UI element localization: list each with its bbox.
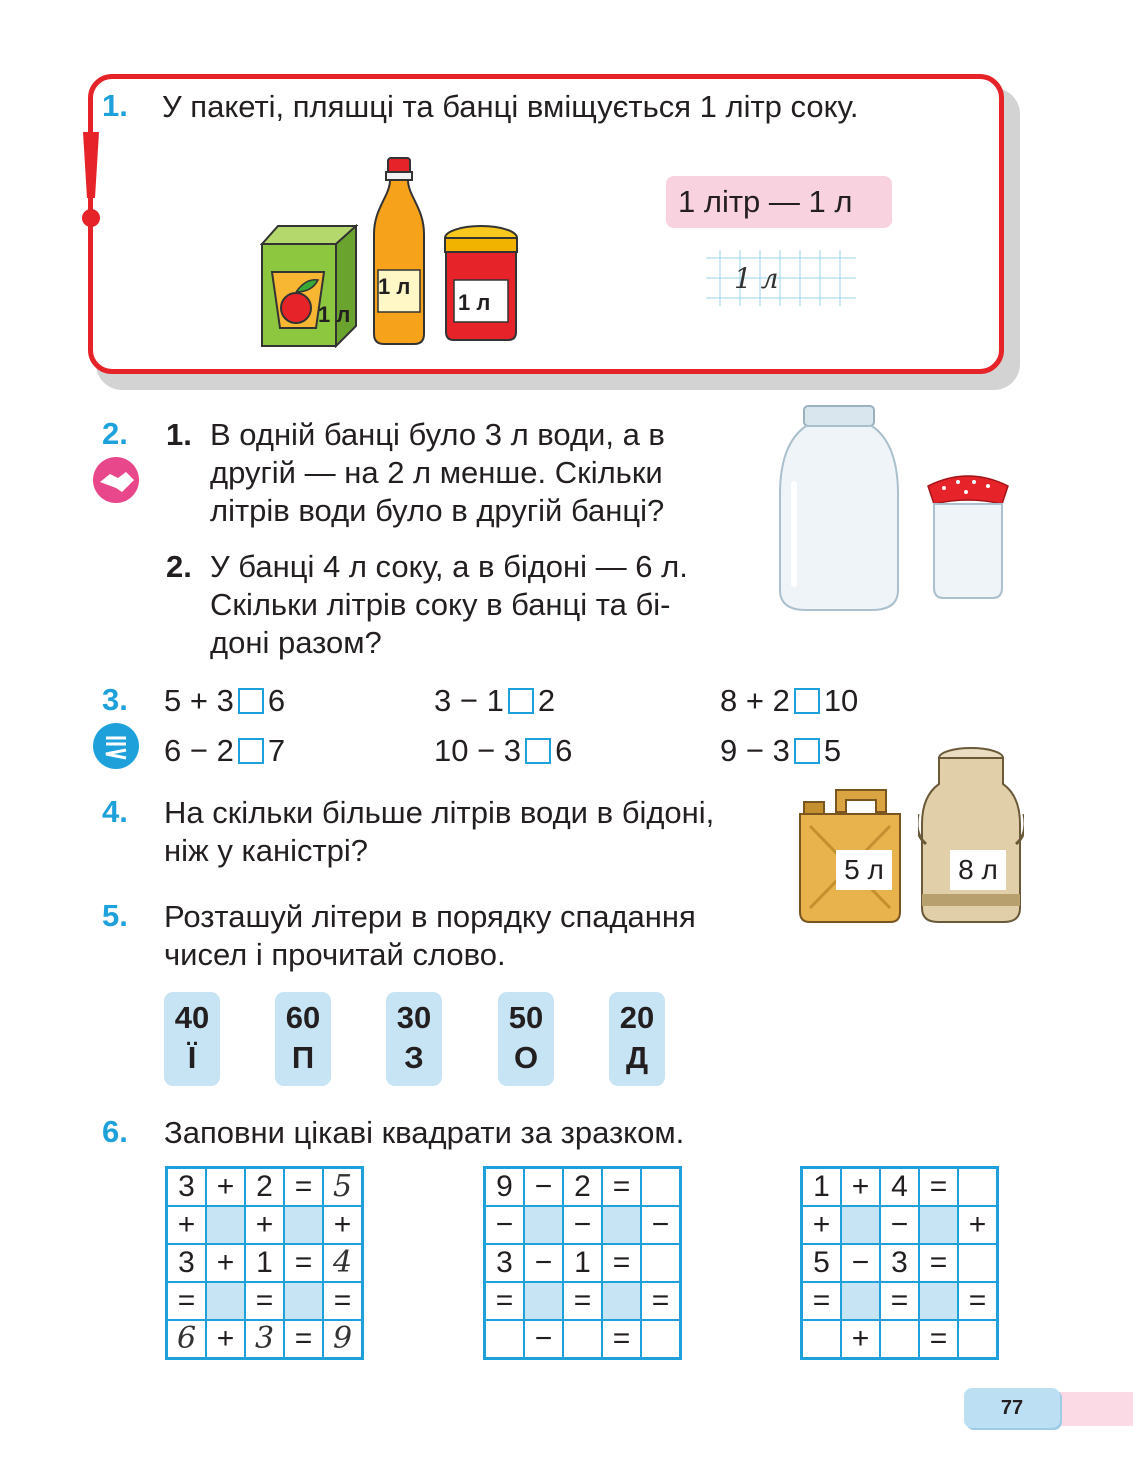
grid-row xyxy=(485,1320,681,1359)
grid-cell: + xyxy=(206,1320,245,1359)
grid-cell: 1 xyxy=(802,1168,842,1207)
grid-cell: = xyxy=(958,1282,998,1320)
letter-card: 30 З xyxy=(386,992,442,1086)
grid-row xyxy=(167,1206,363,1244)
grid-cell: = xyxy=(602,1320,641,1359)
canister-label: 5 л xyxy=(836,850,892,890)
grid-cell: − xyxy=(641,1206,681,1244)
grid-cell: = xyxy=(167,1282,207,1320)
grid-cell: − xyxy=(524,1244,563,1282)
grid-cell[interactable] xyxy=(958,1320,998,1359)
grid-cell: − xyxy=(485,1206,525,1244)
grid-cell: = xyxy=(602,1168,641,1207)
comparison-r1c3: 8 + 2 10 xyxy=(720,683,859,718)
answer-box[interactable] xyxy=(508,688,534,714)
grid-cell: + xyxy=(167,1206,207,1244)
letter-card: 50 О xyxy=(498,992,554,1086)
grid-row xyxy=(485,1206,681,1244)
task4-line2: ніж у каністрі? xyxy=(164,833,369,868)
grid-row xyxy=(485,1244,681,1282)
grid-cell: + xyxy=(841,1320,880,1359)
juice-bottle-image xyxy=(368,156,430,346)
grid-cell: 9 xyxy=(323,1320,363,1359)
grid-cell xyxy=(602,1282,641,1320)
letter-card: 20 Д xyxy=(609,992,665,1086)
comparison-r1c1: 5 + 3 6 xyxy=(164,683,286,718)
answer-box[interactable] xyxy=(525,738,551,764)
grid-cell: 3 xyxy=(167,1168,207,1207)
answer-box[interactable] xyxy=(238,738,264,764)
grid-cell: = xyxy=(563,1282,602,1320)
comparison-r2c3: 9 − 3 5 xyxy=(720,733,842,768)
task2-sub2-line3: доні разом? xyxy=(210,625,382,660)
grid-cell[interactable] xyxy=(641,1320,681,1359)
task5-line2: чисел і прочитай слово. xyxy=(164,937,506,972)
grid-cell xyxy=(284,1282,323,1320)
grid-cell: + xyxy=(206,1168,245,1207)
grid-cell: = xyxy=(602,1244,641,1282)
compare-icon xyxy=(92,722,140,770)
grid-cell xyxy=(206,1206,245,1244)
litre-rule: 1 літр — 1 л xyxy=(678,184,853,219)
grid-cell: + xyxy=(245,1206,284,1244)
grid-cell: − xyxy=(880,1206,919,1244)
grid-cell: = xyxy=(485,1282,525,1320)
grid-row xyxy=(167,1244,363,1282)
comparison-r2c2: 10 − 3 6 xyxy=(434,733,573,768)
grid-cell xyxy=(919,1282,958,1320)
grid-cell: = xyxy=(245,1282,284,1320)
grid-cell: 2 xyxy=(245,1168,284,1207)
task2-sub1-number: 1. xyxy=(166,417,192,452)
page-number: 77 xyxy=(964,1388,1060,1428)
pack-label: 1 л xyxy=(318,302,351,327)
grid-cell: = xyxy=(284,1244,323,1282)
grid-row xyxy=(167,1320,363,1359)
grid-row xyxy=(167,1168,363,1207)
handshake-icon xyxy=(92,456,140,504)
grid-cell: 3 xyxy=(485,1244,525,1282)
grid-cell: + xyxy=(802,1206,842,1244)
task2-sub1-line3: літрів води було в другій банці? xyxy=(210,493,665,528)
task2-sub1-line2: другій — на 2 л менше. Скільки xyxy=(210,455,663,490)
grid-cell[interactable] xyxy=(563,1320,602,1359)
grid-cell: − xyxy=(524,1168,563,1207)
comparison-r2c1: 6 − 2 7 xyxy=(164,733,286,768)
handwriting-litre: 1 л xyxy=(734,262,779,295)
letter-card: 60 П xyxy=(275,992,331,1086)
jar-label: 1 л xyxy=(458,290,491,315)
grid-cell: 1 xyxy=(563,1244,602,1282)
grid-cell: − xyxy=(841,1244,880,1282)
task3-number: 3. xyxy=(102,682,128,717)
grid-cell: + xyxy=(323,1206,363,1244)
grid-cell xyxy=(284,1206,323,1244)
task1-text: У пакеті, пляшці та банці вміщується 1 літр соку. xyxy=(162,89,859,124)
task2-sub2-line2: Скільки літрів соку в банці та бі- xyxy=(210,587,671,622)
grid-cell[interactable] xyxy=(880,1320,919,1359)
grid-row xyxy=(485,1282,681,1320)
task2-number: 2. xyxy=(102,416,128,451)
grid-cell[interactable] xyxy=(641,1168,681,1207)
juice-pack-image xyxy=(258,222,360,348)
grid-cell: 4 xyxy=(323,1244,363,1282)
grid-row xyxy=(802,1206,998,1244)
answer-box[interactable] xyxy=(794,738,820,764)
grid-cell: + xyxy=(206,1244,245,1282)
grid-cell: − xyxy=(563,1206,602,1244)
grid-cell: 3 xyxy=(880,1244,919,1282)
grid-row xyxy=(485,1168,681,1207)
task2-sub2-line1: У банці 4 л соку, а в бідоні — 6 л. xyxy=(210,549,688,584)
grid-cell: 9 xyxy=(485,1168,525,1207)
exclamation-icon xyxy=(80,132,102,232)
grid-cell[interactable] xyxy=(641,1244,681,1282)
grid-cell: = xyxy=(802,1282,842,1320)
grid-cell xyxy=(524,1282,563,1320)
task6-text: Заповни цікаві квадрати за зразком. xyxy=(164,1115,685,1150)
task2-sub1-line1: В одній банці було 3 л води, а в xyxy=(210,417,665,452)
task6-number: 6. xyxy=(102,1114,128,1149)
comparison-r1c2: 3 − 1 2 xyxy=(434,683,556,718)
answer-box[interactable] xyxy=(794,688,820,714)
task4-line1: На скільки більше літрів води в бідоні, xyxy=(164,795,715,830)
grid-row xyxy=(802,1244,998,1282)
grid-cell: = xyxy=(323,1282,363,1320)
grid-cell: + xyxy=(958,1206,998,1244)
grid-cell xyxy=(919,1206,958,1244)
grid-cell: − xyxy=(524,1320,563,1359)
number-square-1 xyxy=(483,1166,682,1360)
large-glass-jar-image xyxy=(778,404,900,612)
task2-sub2-number: 2. xyxy=(166,549,192,584)
grid-cell xyxy=(206,1282,245,1320)
grid-cell[interactable] xyxy=(958,1168,998,1207)
grid-cell: 1 xyxy=(245,1244,284,1282)
grid-cell: = xyxy=(284,1320,323,1359)
task1-number: 1. xyxy=(102,88,128,123)
milk-can-label: 8 л xyxy=(950,850,1006,890)
grid-cell: = xyxy=(919,1168,958,1207)
grid-cell: + xyxy=(841,1168,880,1207)
grid-cell: = xyxy=(880,1282,919,1320)
juice-jar-image xyxy=(442,224,520,342)
bottle-label: 1 л xyxy=(378,274,411,299)
grid-row xyxy=(802,1282,998,1320)
grid-cell xyxy=(841,1282,880,1320)
grid-cell: 2 xyxy=(563,1168,602,1207)
small-jar-image xyxy=(924,466,1012,600)
grid-cell: 4 xyxy=(880,1168,919,1207)
grid-cell[interactable] xyxy=(485,1320,525,1359)
number-square-2 xyxy=(800,1166,999,1360)
number-square-example xyxy=(165,1166,364,1360)
grid-cell xyxy=(524,1206,563,1244)
grid-row xyxy=(802,1168,998,1207)
grid-cell: 5 xyxy=(323,1168,363,1207)
grid-cell xyxy=(841,1206,880,1244)
grid-cell: = xyxy=(641,1282,681,1320)
task5-number: 5. xyxy=(102,898,128,933)
grid-cell: = xyxy=(919,1320,958,1359)
grid-cell: 5 xyxy=(802,1244,842,1282)
grid-cell: = xyxy=(919,1244,958,1282)
grid-cell: = xyxy=(284,1168,323,1207)
letter-card: 40 Ї xyxy=(164,992,220,1086)
grid-row xyxy=(802,1320,998,1359)
handwriting-grid xyxy=(706,250,856,306)
grid-cell[interactable] xyxy=(958,1244,998,1282)
grid-cell: 3 xyxy=(167,1244,207,1282)
milk-can-image xyxy=(918,744,1024,924)
grid-cell[interactable] xyxy=(802,1320,842,1359)
grid-cell xyxy=(602,1206,641,1244)
grid-cell: 3 xyxy=(245,1320,284,1359)
grid-row xyxy=(167,1282,363,1320)
grid-cell: 6 xyxy=(167,1320,207,1359)
task5-line1: Розташуй літери в порядку спадання xyxy=(164,899,696,934)
answer-box[interactable] xyxy=(238,688,264,714)
task4-number: 4. xyxy=(102,794,128,829)
